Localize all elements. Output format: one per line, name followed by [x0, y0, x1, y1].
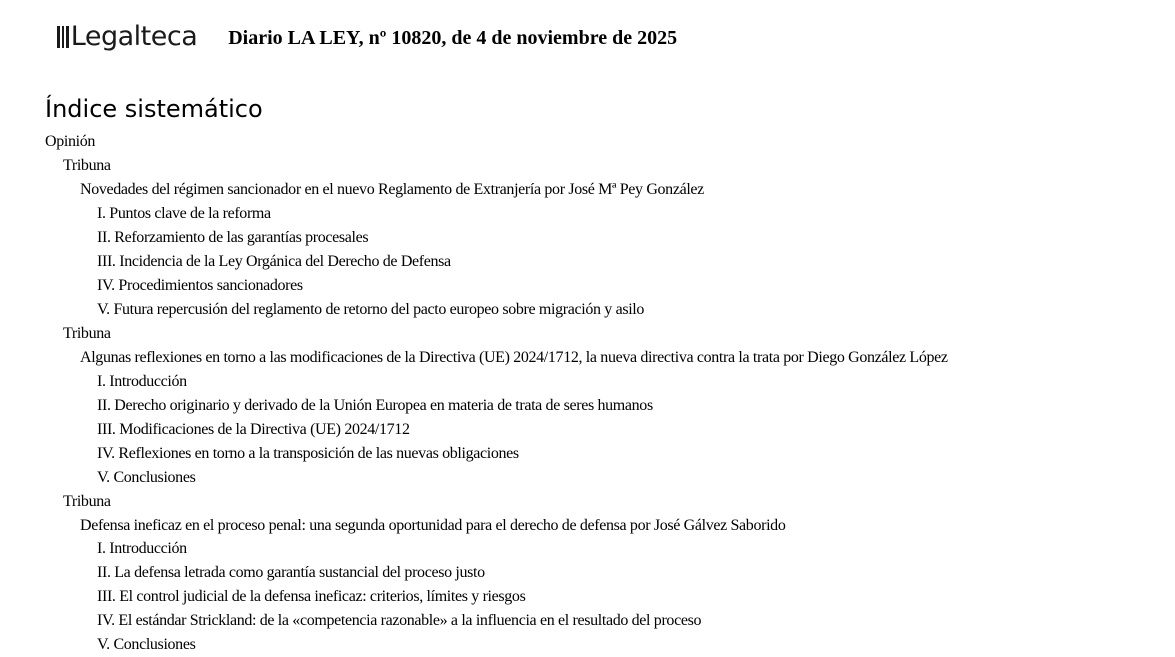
toc-heading-link[interactable]: I. Introducción	[97, 540, 187, 558]
toc-article-link[interactable]: Algunas reflexiones en torno a las modificaciones de la Directiva (UE) 2024/1712, la nueva directiva contra la trata por Diego González López	[80, 348, 948, 366]
legalteca-logo[interactable]	[57, 16, 197, 56]
toc-heading-link[interactable]: III. Incidencia de la Ley Orgánica del Derecho de Defensa	[97, 252, 451, 270]
table-of-contents	[0, 130, 948, 657]
toc-article-link[interactable]: Defensa ineficaz en el proceso penal: una segunda oportunidad para el derecho de defensa por José Gálvez Saborido	[80, 516, 786, 534]
toc-subsection: Tribuna	[63, 324, 111, 342]
toc-heading-link[interactable]: I. Introducción	[97, 372, 187, 390]
page-header	[57, 14, 677, 58]
toc-heading-link[interactable]: II. Reforzamiento de las garantías procesales	[97, 228, 369, 246]
toc-subsection: Tribuna	[63, 492, 111, 510]
logo-bars-icon	[57, 26, 69, 48]
toc-heading-link[interactable]: III. Modificaciones de la Directiva (UE) 2024/1712	[97, 420, 410, 438]
toc-heading-link[interactable]: II. Derecho originario y derivado de la Unión Europea en materia de trata de seres humanos	[97, 396, 653, 414]
toc-heading-link[interactable]: V. Futura repercusión del reglamento de retorno del pacto europeo sobre migración y asilo	[97, 300, 645, 318]
toc-heading-link[interactable]: IV. Reflexiones en torno a la transposición de las nuevas obligaciones	[97, 444, 519, 462]
journal-title: Diario LA LEY, nº 10820, de 4 de noviembre de 2025	[228, 26, 678, 49]
toc-heading-link[interactable]: I. Puntos clave de la reforma	[97, 204, 271, 222]
toc-heading-link[interactable]: II. La defensa letrada como garantía sustancial del proceso justo	[97, 564, 485, 582]
toc-heading-link[interactable]: V. Conclusiones	[97, 636, 196, 654]
toc-subsection: Tribuna	[63, 156, 111, 174]
logo-text: Legalteca	[70, 20, 198, 52]
toc-section: Opinión	[45, 133, 95, 150]
toc-heading-link[interactable]: IV. Procedimientos sancionadores	[97, 276, 303, 294]
toc-heading-link[interactable]: III. El control judicial de la defensa ineficaz: criterios, límites y riesgos	[97, 588, 526, 606]
toc-article-link[interactable]: Novedades del régimen sancionador en el nuevo Reglamento de Extranjería por José Mª Pey González	[80, 180, 704, 198]
toc-heading-link[interactable]: IV. El estándar Strickland: de la «competencia razonable» a la influencia en el resultado del proceso	[97, 612, 702, 630]
toc-heading-link[interactable]: V. Conclusiones	[97, 468, 196, 486]
index-title: Índice sistemático	[45, 95, 263, 123]
